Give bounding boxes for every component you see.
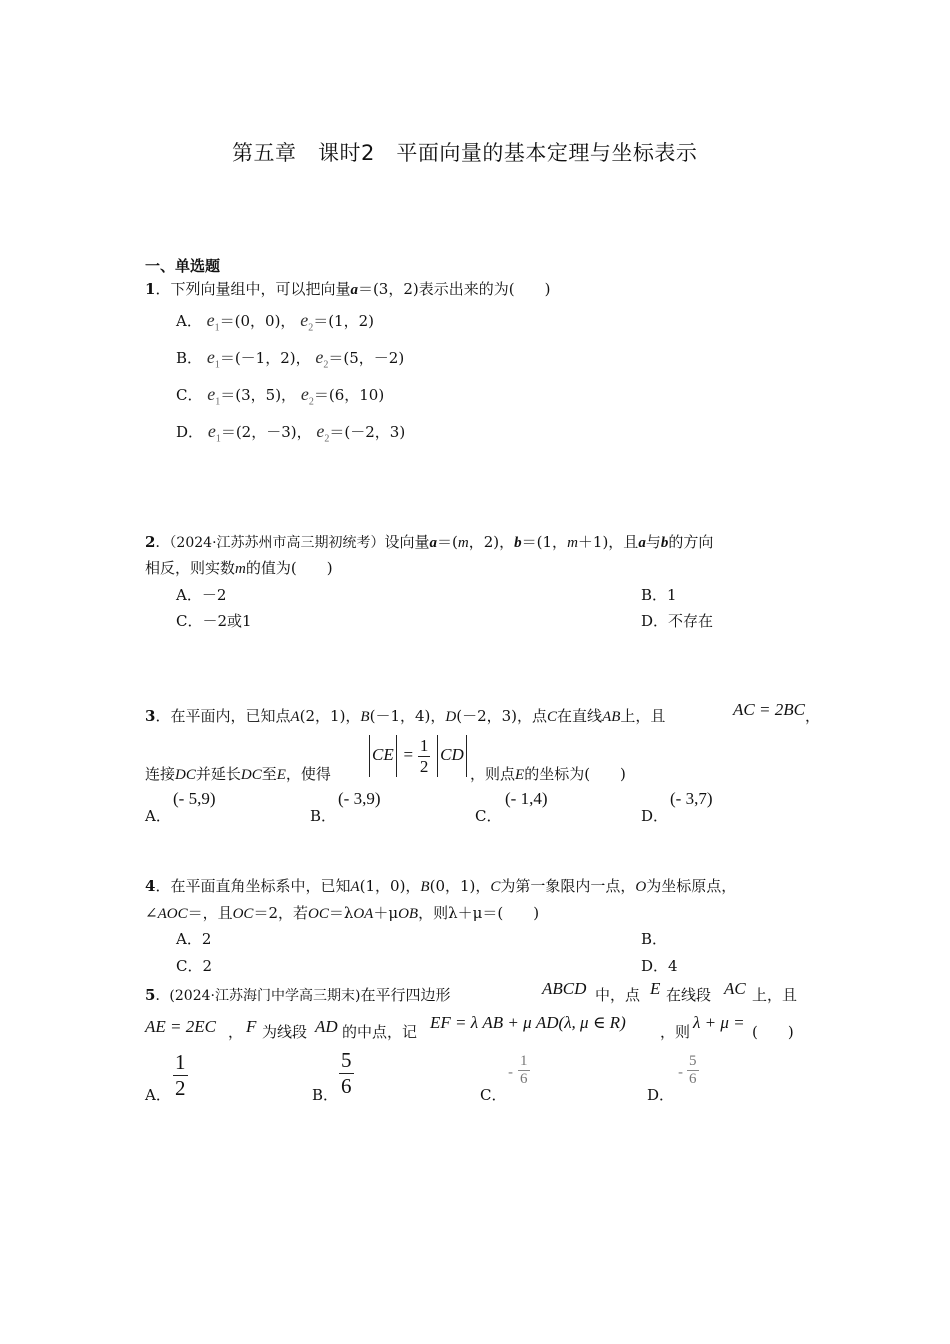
vector-e2: $e_2$ <box>300 310 314 334</box>
q4-option-b[interactable]: B． <box>641 930 668 948</box>
equation-ae-2ec: AE = 2EC <box>145 1017 216 1036</box>
q2-option-b[interactable]: B．1 <box>641 586 677 604</box>
question-source: ．（2024·江苏苏州市高三期初统考） <box>155 535 385 551</box>
vector-e1: $e_1$ <box>206 310 220 334</box>
question-3-stem-line2: 连接DC并延长DC至E，使得 <box>145 765 331 783</box>
q4-option-a[interactable]: A．2 <box>176 930 212 948</box>
question-source: ．(2024·江苏海门中学高三期末) <box>155 988 361 1004</box>
q5-option-d[interactable]: D． <box>647 1086 675 1104</box>
vector-e2: $e_2$ <box>316 421 330 445</box>
question-3-stem-line1: 3．在平面内，已知点A(2，1)，B(－1，4)，D(－2，3)，点C在直线AB上，且 <box>145 707 666 725</box>
question-2-stem-line2: 相反，则实数m的值为( ) <box>145 559 333 577</box>
q3-option-c[interactable]: C． <box>475 807 502 825</box>
vector-e1: $e_1$ <box>206 347 220 371</box>
q5-option-c[interactable]: C． <box>480 1086 507 1104</box>
q1-option-c[interactable]: C． $e_1=(3$，5)， $e_2=(6$，10) <box>176 384 385 408</box>
question-2-stem-line1: 2．（2024·江苏苏州市高三期初统考）设向量a＝(m，2)，b＝(1，m＋1)，且a与b的方向 <box>145 533 714 551</box>
q3-option-d[interactable]: D． <box>641 807 669 825</box>
question-4-stem-line1: 4．在平面直角坐标系中，已知A(1，0)，B(0，1)，C为第一象限内一点，O为坐标原点， <box>145 877 737 895</box>
question-number: 1 <box>145 280 156 298</box>
vector-e1: $e_1$ <box>207 421 221 445</box>
question-number: 4 <box>145 877 156 895</box>
q4-option-d[interactable]: D．4 <box>641 957 678 975</box>
vector-e2: $e_2$ <box>315 347 329 371</box>
question-number: 3 <box>145 707 156 725</box>
section-heading: 一、单选题 <box>145 257 221 275</box>
q2-option-c[interactable]: C．－2或1 <box>176 612 252 630</box>
equation-ac-2bc: AC = 2BC <box>733 700 805 719</box>
equation-lambda-plus-mu: λ + μ = <box>693 1013 745 1032</box>
vector-e1: $e_1$ <box>207 384 221 408</box>
q3-option-a[interactable]: A． <box>145 807 171 825</box>
question-number: 2 <box>145 533 156 551</box>
vector-e2: $e_2$ <box>300 384 314 408</box>
equation-ef: EF = λ AB + μ AD(λ, μ ∈ R) <box>430 1013 626 1032</box>
q3-option-b[interactable]: B． <box>310 807 337 825</box>
vector-a: a <box>350 282 358 298</box>
question-4-stem-line2: ∠AOC＝，且OC＝2，若OC＝λOA＋μOB，则λ＋μ＝( ) <box>145 904 540 922</box>
page-title: 第五章 课时2 平面向量的基本定理与坐标表示 <box>232 141 698 165</box>
q4-option-c[interactable]: C．2 <box>176 957 213 975</box>
q2-option-a[interactable]: A．－2 <box>176 586 227 604</box>
equation-ce-half-cd: CE = $\frac{1}{2}$ CD <box>367 735 469 779</box>
q2-option-d[interactable]: D．不存在 <box>641 612 714 630</box>
q1-option-d[interactable]: D． $e_1=(2$，－3)， $e_2=(-2$，3) <box>176 421 406 445</box>
q5-option-b[interactable]: B． <box>312 1086 339 1104</box>
q1-option-a[interactable]: A． $e_1=(0$，0)， $e_2=(1$，2) <box>176 310 374 334</box>
q1-option-b[interactable]: B． $e_1=(-1$，2)， $e_2=(5$，－2) <box>176 347 405 371</box>
q5-option-a[interactable]: A． <box>145 1086 171 1104</box>
question-number: 5 <box>145 986 156 1004</box>
question-1-stem: 1．下列向量组中，可以把向量a＝(3，2)表示出来的为( ) <box>145 280 551 298</box>
question-5-stem-line1: 5．(2024·江苏海门中学高三期末)在平行四边形 <box>145 986 451 1004</box>
